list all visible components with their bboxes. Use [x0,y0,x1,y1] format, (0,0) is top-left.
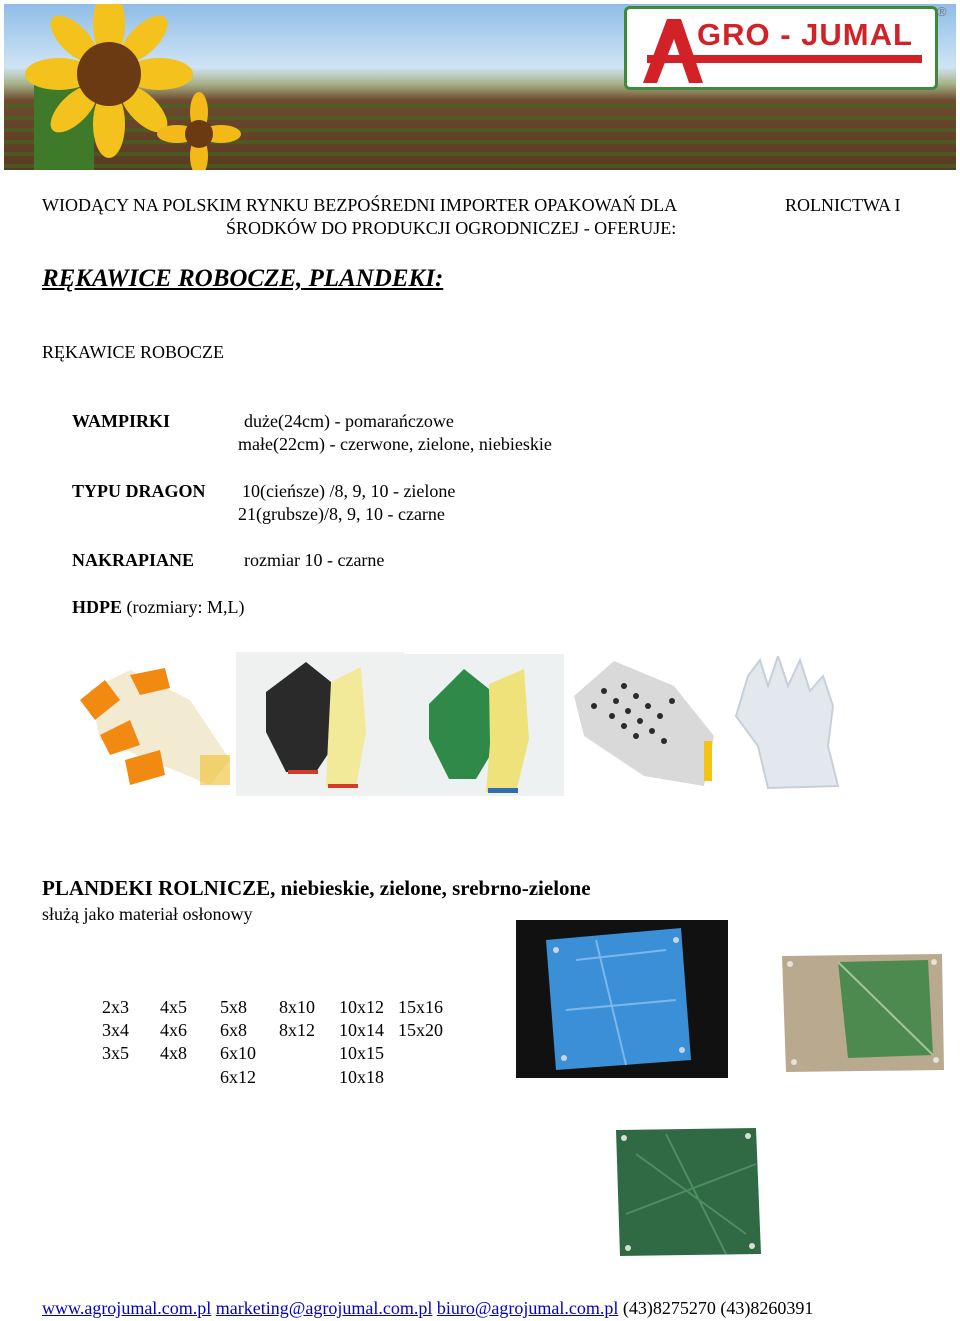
table-cell: 8x12 [279,1020,315,1040]
table-cell: 6x8 [220,1020,247,1040]
table-cell: 6x10 [220,1043,256,1063]
table-cell: 5x8 [220,997,247,1017]
dotted-glove-image [564,656,728,796]
glove-type-desc: 10(cieńsze) /8, 9, 10 - zielone [242,481,456,501]
table-cell: 2x3 [102,997,129,1017]
table-cell: 4x6 [160,1020,187,1040]
gloves-section-title: RĘKAWICE ROBOCZE [42,342,225,362]
table-cell: 10x15 [339,1043,384,1063]
tarps-subtitle: służą jako materiał osłonowy [42,904,253,924]
table-cell: 8x10 [279,997,315,1017]
logo-text: GRO - JUMAL [697,17,913,52]
intro-line-2: ŚRODKÓW DO PRODUKCJI OGRODNICZEJ - OFERUJE: [226,218,677,238]
company-logo [624,6,938,90]
green-dragon-glove-image [404,654,564,796]
hdpe-line [72,596,244,618]
glove-type-desc: małe(22cm) - czerwone, zielone, niebieskie [238,434,552,454]
table-cell: 4x5 [160,997,187,1017]
phone-numbers: (43)8275270 (43)8260391 [622,1298,814,1318]
table-cell: 10x12 [339,997,384,1017]
blue-tarp-image [516,920,728,1078]
hdpe-label: HDPE [72,597,123,617]
hdpe-sizes: (rozmiary: M,L) [126,597,245,617]
black-dragon-glove-image [236,652,404,796]
table-cell: 6x12 [220,1067,256,1087]
sunflower-image [4,4,244,170]
logo-underline [657,55,922,63]
green-tarp-image [606,1124,766,1260]
table-cell: 10x18 [339,1067,384,1087]
registered-mark: ® [937,4,947,19]
table-cell: 15x20 [398,1020,443,1040]
glove-type-desc: 21(grubsze)/8, 9, 10 - czarne [238,504,445,524]
table-cell: 3x5 [102,1043,129,1063]
intro-line-1-right: ROLNICTWA I [785,195,901,215]
footer-contacts [42,1297,813,1319]
table-cell: 15x16 [398,997,443,1017]
glove-type-desc: rozmiar 10 - czarne [244,550,385,570]
tarps-title: PLANDEKI ROLNICZE, niebieskie, zielone, srebrno-zielone [42,876,591,900]
page-title: RĘKAWICE ROBOCZE, PLANDEKI: [42,265,444,292]
orange-glove-image [70,660,238,800]
table-cell: 4x8 [160,1043,187,1063]
glove-type-name: TYPU DRAGON [72,481,206,501]
website-link[interactable]: www.agrojumal.com.pl [42,1298,212,1318]
table-cell: 10x14 [339,1020,384,1040]
header-banner [4,4,956,170]
marketing-email-link[interactable]: marketing@agrojumal.com.pl [215,1298,433,1318]
hdpe-glove-image [728,656,848,790]
intro-line-1: WIODĄCY NA POLSKIM RYNKU BEZPOŚREDNI IMPORTER OPAKOWAŃ DLA [42,195,678,215]
silver-green-tarp-image [778,950,948,1076]
glove-type-name: WAMPIRKI [72,411,170,431]
table-cell: 3x4 [102,1020,129,1040]
office-email-link[interactable]: biuro@agrojumal.com.pl [436,1298,619,1318]
glove-type-desc: duże(24cm) - pomarańczowe [244,411,454,431]
glove-type-name: NAKRAPIANE [72,550,195,570]
